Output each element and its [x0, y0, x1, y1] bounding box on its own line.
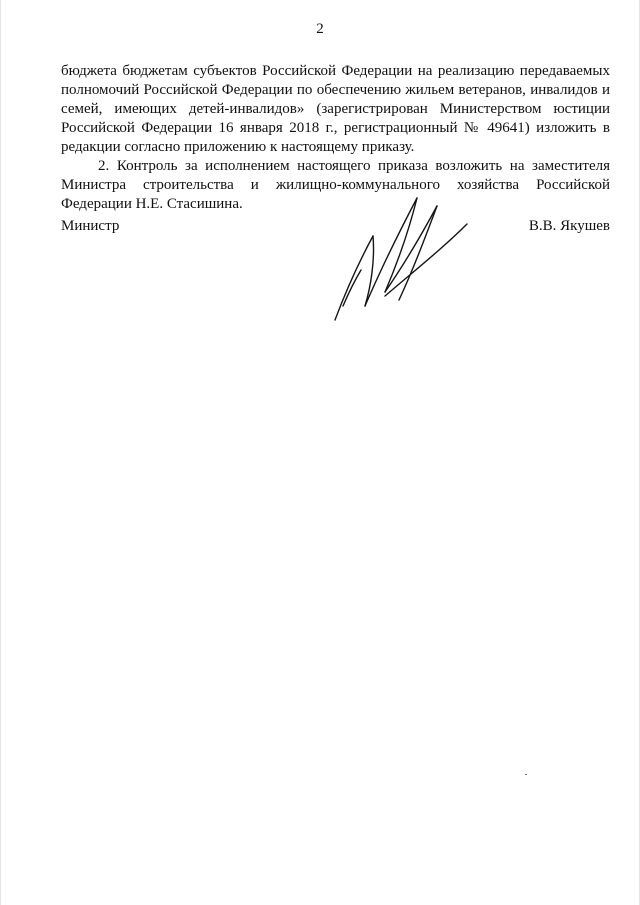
paragraph-1: бюджета бюджетам субъектов Российской Федерации на реализацию передаваемых полномочий Российской Федерации по обеспечению жильем ветеранов, инвалидов и семей, имеющих детей-инвалидов» (зарегистрирован Министерством юстиции Российской Федерации 16 января 2018 г., регистрационный № 49641) изложить в редакции согласно приложению к настоящему приказу.: [61, 63, 610, 155]
paragraph-2: 2. Контроль за исполнением настоящего приказа возложить на заместителя Министра строительства и жилищно-коммунального хозяйства Российской Федерации Н.Е. Стасишина.: [61, 158, 610, 212]
signatory-name: В.В. Якушев: [528, 218, 610, 234]
signatory-title: Министр: [61, 218, 120, 234]
scan-speck: [525, 774, 527, 775]
handwritten-signature: [325, 188, 475, 323]
page-number: 2: [316, 21, 324, 37]
scan-edge-left: [0, 0, 1, 905]
